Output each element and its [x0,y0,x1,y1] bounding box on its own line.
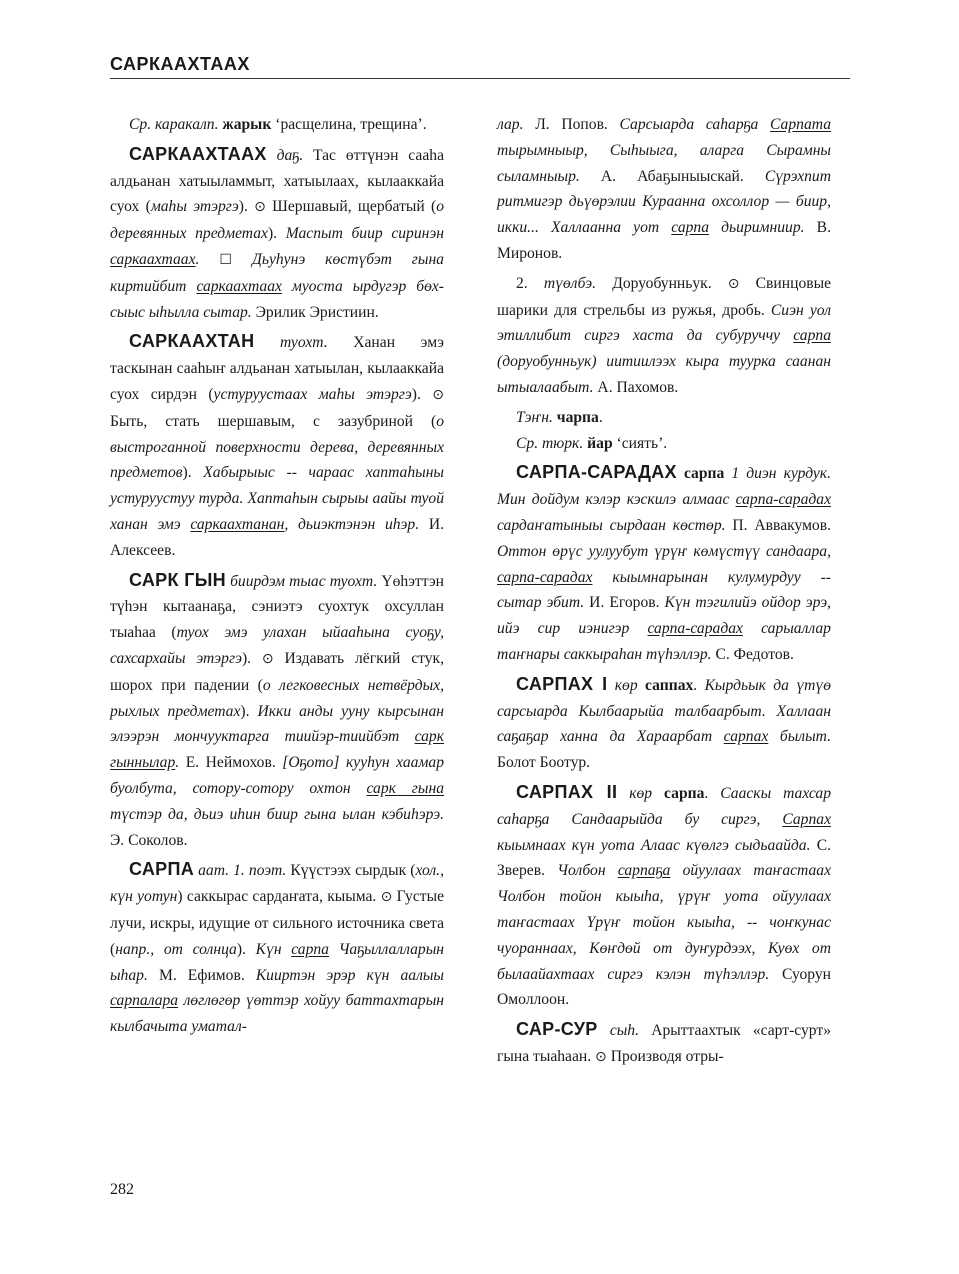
example-end: . [175,754,180,772]
translation-marker-icon: ⊙ [380,889,393,906]
headword: САРК ГЫН [129,569,226,590]
russian-translation: Производя отры- [610,1047,724,1065]
page-number: 282 [110,1181,134,1198]
example: Дьуһунэ көстүбэт гына киртийбит [110,250,444,295]
example: Күн тэгилийэ ойдор эрэ, ийэ сир иэнигэр [497,594,831,638]
example-end: сарыаллар таҥнары саккыраһан түһэллэр. [497,620,831,663]
definition-note: устуруустаах маһы этэргэ [213,385,412,403]
etym-word: йар [587,434,613,452]
etym-abbr: Ср. каракалп. [129,116,219,133]
translation-end: ). [240,702,250,720]
cross-reference: сарпа [683,465,725,483]
entry-sarpa-continued [497,112,831,267]
etym-gloss: ‘сиять’. [616,434,668,452]
left-column [110,112,444,1044]
example-headword: сарпалара [110,992,179,1010]
entry-sarkaakhtaakh [110,142,444,326]
headword: САРПАХ II [516,781,618,802]
see-also: көр [614,676,638,694]
headword: САРПА [129,859,194,880]
cross-reference-end: . [693,676,698,694]
example-end: лөглөгөр үөттэр хойуу баттахтарын кылбачыта уматал- [110,992,444,1036]
source: А. Абаҕыныыскай. [579,167,765,185]
example: Сааскы тахсар саһарҕа Сандаарыйда бу сиргэ, [497,784,831,828]
translation-marker-icon: ⊙ [261,650,274,667]
running-head: САРКААХТААХ [110,54,850,79]
headword: САРПА-САРАДАХ [516,462,677,483]
see-also: көр [629,784,653,802]
compare-end: . [598,408,603,426]
example-end: . [195,250,200,268]
definition-end: ) саккырас сардаҥата, кыыма. [177,888,377,906]
translation-marker-icon: ⊙ [432,386,444,403]
cross-reference-end: . [704,784,709,802]
etym-abbr: Ср. тюрк. [516,434,584,452]
definition: Ханан эмэ таскынан сааһыҥ алдьанан хатыылан, кылааккайа суох сирдэн ( [110,334,444,403]
source: Эрилик Эристиин. [251,303,379,321]
headword: САРКААХТАН [129,331,255,352]
translation-end: ). [182,464,192,482]
part-of-speech: түөлбэ. [543,274,597,292]
example-end: (доруобунньук) иитиилээх кыра туурка саанан ытыалаабыт. [497,353,831,396]
part-of-speech: даҕ. [276,146,304,164]
definition: Үөһэттэн түһэн кытаанаҕа, сэниэтэ суохтук охсуллан тыаһаа ( [110,572,444,642]
example: Кииртэн эрэр күн аалыы [255,966,444,984]
etym-gloss: ‘расщелина, трещина’. [275,116,427,133]
translation-marker-icon: ⊙ [595,1048,607,1065]
source: Суорун Омоллоон. [497,965,831,1009]
etym-word: жарык [222,116,272,133]
translation-note: о деревянных предметах [110,198,444,243]
example: Мин дойдум кэлэр кэскилэ алмаас [497,491,736,509]
source: П. Аввакумов. [725,516,831,534]
part-of-speech: сыһ. [609,1022,639,1040]
example-headword: сарпа-сарадах [497,568,593,586]
source: М. Ефимов. [147,966,256,984]
cross-reference: саппах [645,676,694,694]
entry-sarkaakhtan [110,329,444,563]
headword: САРПАХ I [516,673,608,694]
example: Икки анды ууну кырсынан элээрэн мончууктарга тиийэр-тиийбэт [110,702,444,746]
example-end: муоста ырдугэр бөх-сыыс ыһылла сытар. [110,277,444,321]
example-headword: сарпаҕа [617,862,671,880]
right-column [497,112,831,1075]
definition: Күүстээх сырдык ( [290,862,416,880]
example-headword: саркаахтаах [196,277,282,295]
example-headword: Сарпата [770,116,831,133]
phraseology-marker-icon: ☐ [219,251,232,268]
source: В. Миронов. [497,219,831,262]
definition: Арыттаахтык «сарт-сурт» гына тыаһаан. [497,1022,831,1065]
example: Күн [255,940,292,958]
entry-etymology [497,431,831,457]
entry-sar-sur [497,1017,831,1071]
definition: Тас өттүнэн сааһа алдьанан хатыыламмыт, хатыылаах, кылааккайа суох ( [110,146,444,216]
compare-abbr: Тэҥн. [516,408,553,426]
translation-note: о выстроганной поверхности дерева, деревянных предметов [110,412,444,482]
sense-number: 2. [516,274,544,292]
definition-note: туох эмэ улахан ыйааһына суоҕу, сахсархайы этэргэ [110,624,444,667]
russian-translation: Шершавый, щербатый ( [272,198,437,216]
example-end: дьиримниир. [709,219,805,237]
cross-reference: сарпа [664,784,705,802]
source: Е. Неймохов. [179,754,283,772]
definition-note: хол., күн уотун [110,862,444,906]
russian-translation: Свинцовые шарики для стрельбы из ружья, дробь. [497,274,831,319]
example: Кырдьык да үтүө сарсыарда Кылбаарыйа талбаарбыт. Халлаан саҕаҕар ханна да Хараарбат [497,676,831,746]
part-of-speech: 1 диэн курдук. [724,465,832,483]
russian-translation: Быть, стать шершавым, с зазубриной ( [110,412,437,430]
example-headword: сарпа-сарадах [735,491,831,509]
example: Чолбон [557,862,618,880]
example-end: , дьиэктэнэн иһэр. [284,515,420,533]
example-headword: сарпах [723,728,769,746]
source: Болот Боотур. [497,754,591,772]
example-headword: сарпа [291,940,329,958]
translation-note: напр., от солнца [115,940,237,958]
example: Сарсыарда саһарҕа [619,116,771,133]
example-headword: сарпа [793,327,831,345]
example: Сиэн уол этиллибит сиргэ хаста да субуруччу [497,301,832,345]
example-end: Чаҕыллалларын ыһар. [110,940,444,984]
translation-note: о легковесных нетвёрдых, рыхлых предметах [110,676,445,720]
russian-translation: Издавать лёгкий стук, шорох при падении ( [110,649,445,694]
entry-compare [497,405,831,431]
headword: САР-СУР [516,1019,598,1040]
definition-note: маһы этэргэ [150,198,239,216]
example-headword: Сарпах [782,810,831,828]
headword: САРКААХТААХ [129,143,267,164]
example-headword: сарпа [671,219,710,237]
example: лар. [497,116,524,133]
example: Сүрэхпит ритмигэр дьүөрэлии Кураанна охсоллор — биир, икки... Халлаанна уот [497,167,831,237]
translation-marker-icon: ⊙ [727,275,740,292]
part-of-speech: биирдэм тыас туохт. [230,572,378,590]
example: Оттон өрүс уулуубут үрүҥ көмүстүү сандаара, [497,542,831,560]
entry-sarpa [110,857,444,1040]
entry-sarpakh-1 [497,672,831,776]
entry-sarpa-sense-2 [497,271,831,401]
definition-end: ). [238,198,248,216]
compare-word: чарпа [556,408,599,426]
example: Хабырыыс -- чараас хаптаһыны устуруустуу турда. Хаптаһын сырыы аайы туой ханан эмэ [110,464,444,533]
russian-translation: Густые лучи, искры, идущие от сильного источника света ( [110,888,444,958]
example-end: сардаҥатыныы сырдаан көстөр. [497,516,726,534]
source: И. Алексеев. [110,515,445,559]
example-headword: саркаахтанан [190,515,285,533]
entry-etymology [110,112,444,138]
example-end: тырымныыр, Сыһыыга, аларга Сырамны сыламныыр. [497,141,831,185]
entry-sark-gyn [110,568,444,854]
translation-end: ). [267,225,278,243]
translation-end: ). [236,940,246,958]
entry-sarpa-saradakh [497,460,831,667]
source: Э. Соколов. [110,831,188,849]
example-end: былыт. [768,728,831,746]
example: Маспыт биир сиринэн [285,225,444,243]
example-headword: сарпа-сарадах [647,620,743,638]
part-of-speech: аат. 1. поэт. [198,862,287,880]
example-end: ойуулаах таҥастаах Чолбон тойон кыыһа, үрүҥ уота ойуулаах таҥастаах Үрүҥ тойон кыыһа, -- чоҥкунас чуораннаах, Көҥдөй от дуҥурдээх, Куөх от былаайахтаах сиргэ кэлэн түһэллэр. [497,862,831,983]
translation-marker-icon: ⊙ [254,199,266,216]
definition-end: ). [241,649,252,667]
example-end: түстэр да, дьиэ иһин биир гына ылан кэбиһэрэ. [110,805,444,823]
example-headword: сарк гыннылар [110,728,444,772]
entry-sarpakh-2 [497,780,831,1013]
source: А. Пахомов. [593,378,679,396]
example-headword: саркаахтаах [110,250,196,268]
source: И. Егоров. [584,594,665,612]
example-end: кыымнарынан кулумурдуу -- сытар эбит. [497,568,831,612]
example-end: кыымнаах күн уота Алаас күөлгэ сыдьаайда. [497,836,811,854]
source: Л. Попов. [523,116,620,133]
source: С. Федотов. [711,645,794,663]
part-of-speech: туохт. [280,334,328,352]
definition: Доруобунньук. [596,274,712,292]
example: [Оҕото] кууһун хаамар буолбута, сотору-сотору охтон [110,754,444,797]
source: С. Зверев. [497,836,831,880]
definition-end: ). [411,385,421,403]
example-headword: сарк гына [366,779,444,797]
